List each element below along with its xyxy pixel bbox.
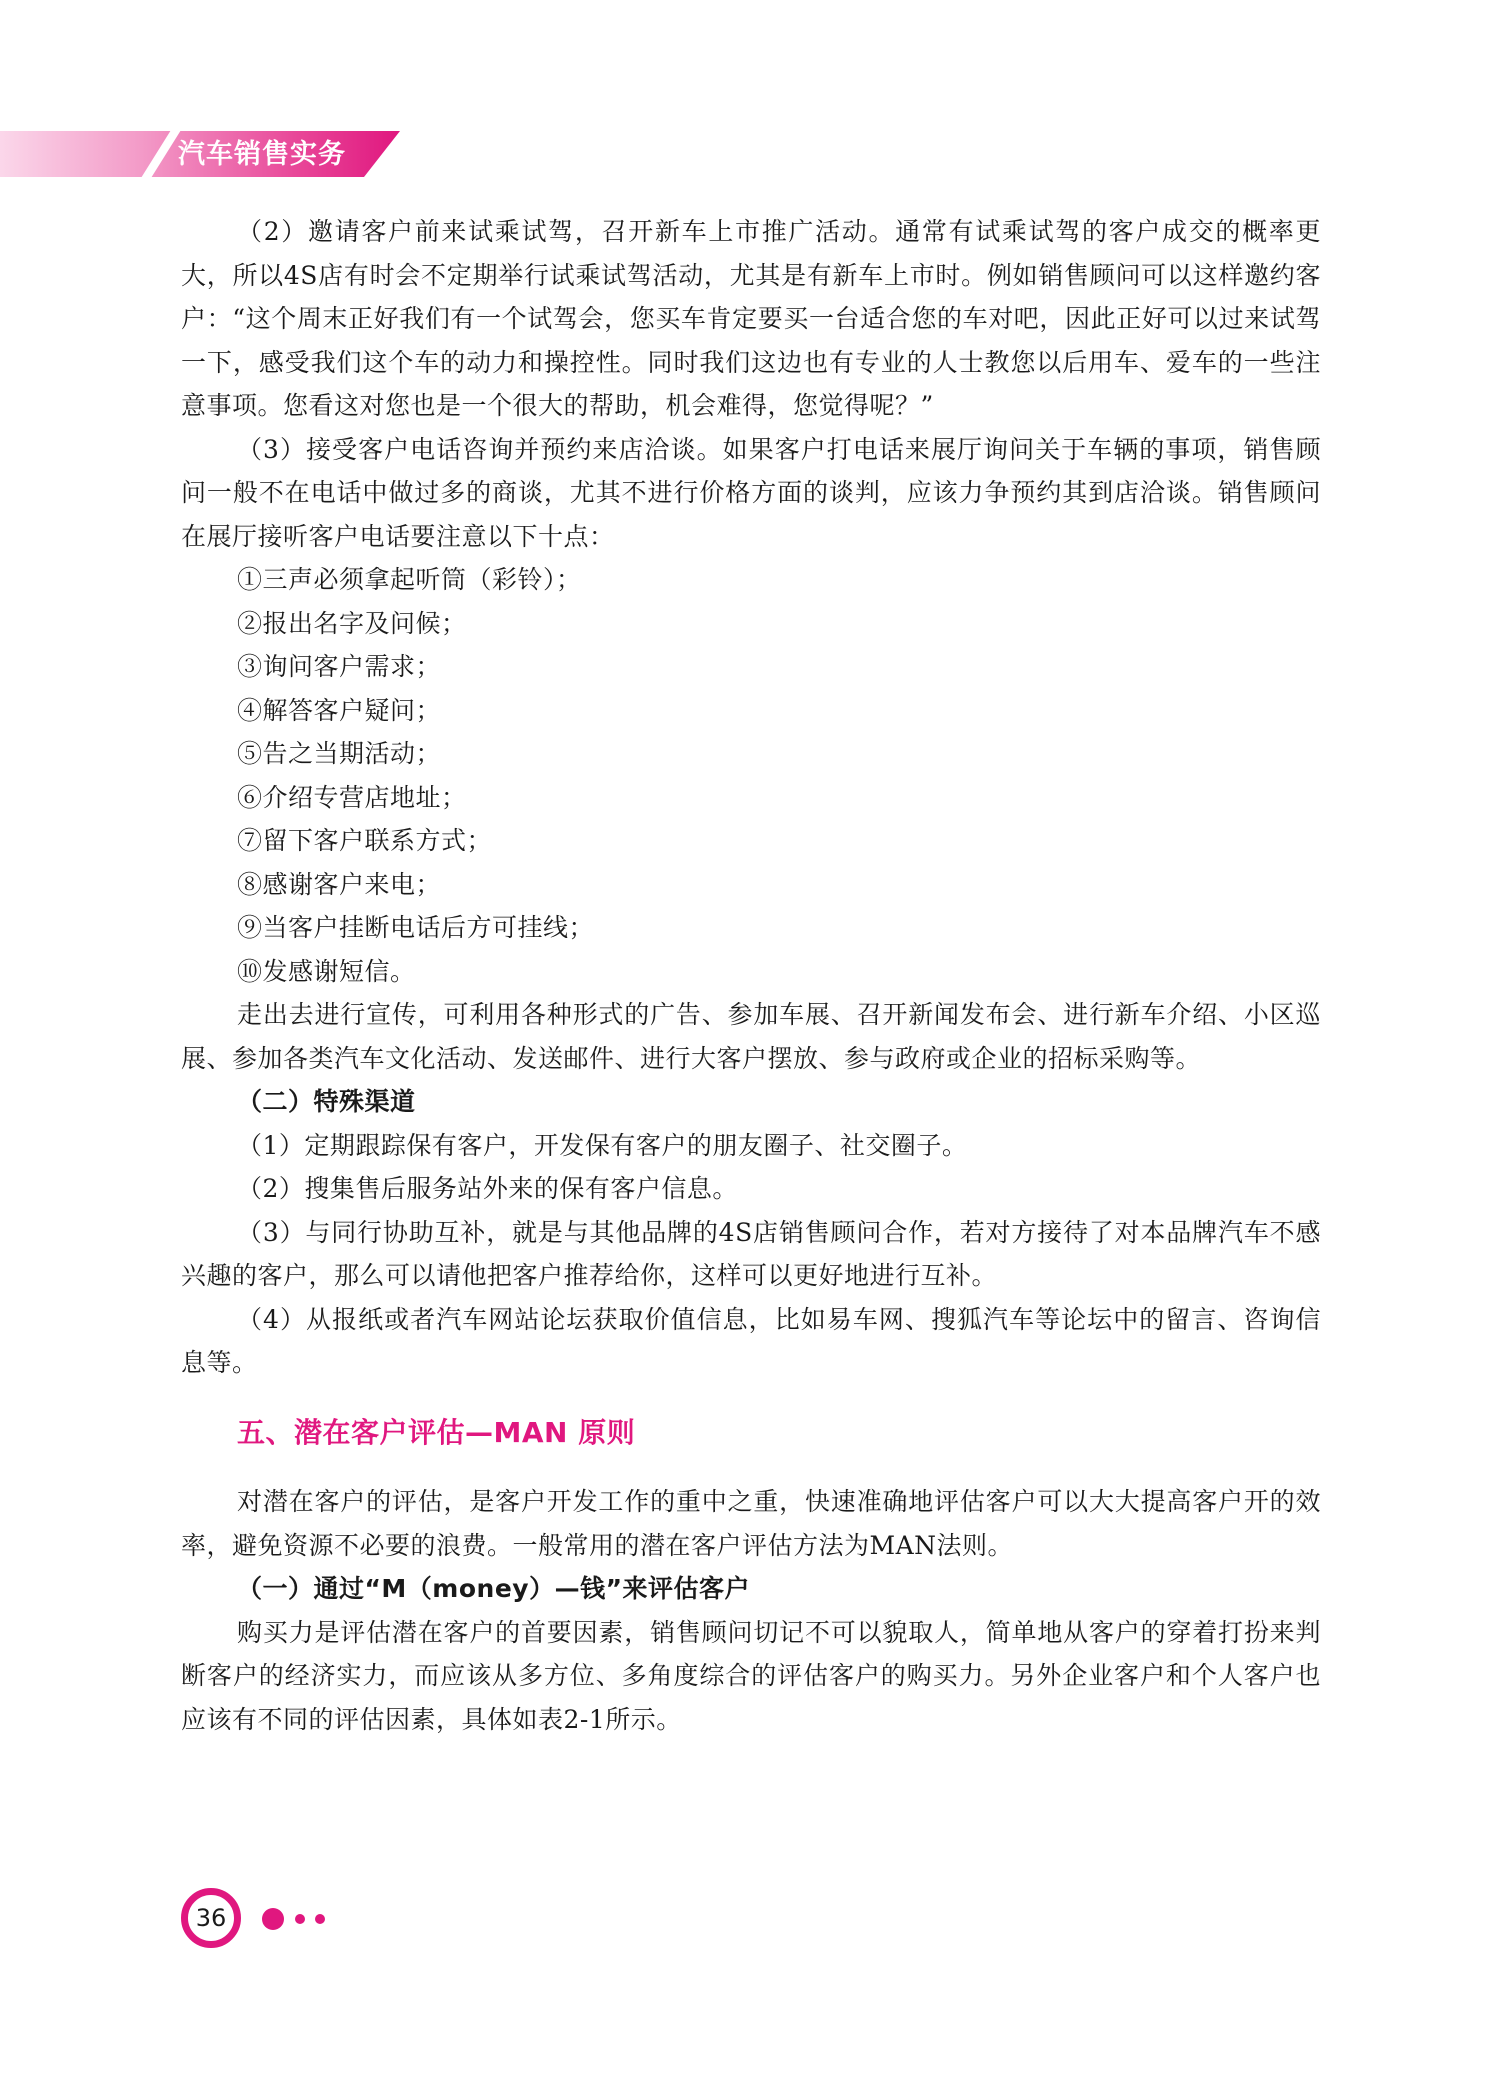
special-channel-item: （3）与同行协助互补，就是与其他品牌的4S店销售顾问合作，若对方接待了对本品牌汽车不感兴趣的客户，那么可以请他把客户推荐给你，这样可以更好地进行互补。 [181, 1217, 1321, 1290]
decor-dot-large [262, 1908, 284, 1930]
phone-tip-item: ⑤告之当期活动； [237, 739, 442, 768]
phone-tip-item: ⑥介绍专营店地址； [237, 782, 467, 812]
paragraph-man-intro: 对潜在客户的评估，是客户开发工作的重中之重，快速准确地评估客户可以大大提高客户开的效率，避免资源不必要的浪费。一般常用的潜在客户评估方法为MAN法则。 [181, 1487, 1321, 1560]
special-channel-item: （2）搜集售后服务站外来的保有客户信息。 [237, 1174, 738, 1203]
phone-tip-item: ⑩发感谢短信。 [237, 956, 416, 986]
page-number: 36 [195, 1904, 227, 1932]
heading-special-channels: （二）特殊渠道 [237, 1087, 416, 1116]
special-channel-item: （1）定期跟踪保有客户，开发保有客户的朋友圈子、社交圈子。 [237, 1130, 968, 1160]
phone-tip-item: ⑨当客户挂断电话后方可挂线； [237, 913, 595, 942]
page-content [181, 210, 1321, 1741]
phone-tip-item: ①三声必须拿起听筒（彩铃）； [237, 565, 582, 594]
phone-tip-item: ③询问客户需求； [237, 652, 442, 681]
decor-dot-small [295, 1914, 305, 1924]
paragraph-money: 购买力是评估潜在客户的首要因素，销售顾问切记不可以貌取人，简单地从客户的穿着打扮来判断客户的经济实力，而应该从多方位、多角度综合的评估客户的购买力。另外企业客户和个人客户也应该有不同的评估因素，具体如表2-1所示。 [181, 1617, 1321, 1734]
section-heading-man: 五、潜在客户评估—MAN 原则 [237, 1415, 636, 1449]
phone-tip-item: ②报出名字及问候； [237, 608, 467, 638]
special-channel-item: （4）从报纸或者汽车网站论坛获取价值信息，比如易车网、搜狐汽车等论坛中的留言、咨询信息等。 [181, 1304, 1321, 1377]
running-header-title: 汽车销售实务 [178, 139, 346, 170]
paragraph-test-drive: （2）邀请客户前来试乘试驾，召开新车上市推广活动。通常有试乘试驾的客户成交的概率更大，所以4S店有时会不定期举行试乘试驾活动，尤其是有新车上市时。例如销售顾问可以这样邀约客户：“这个周末正好我们有一个试驾会，您买车肯定要买一台适合您的车对吧，因此正好可以过来试驾一下，感受我们这个车的动力和操控性。同时我们这边也有专业的人士教您以后用车、爱车的一些注意事项。您看这对您也是一个很大的帮助，机会难得，您觉得呢？” [181, 217, 1321, 420]
phone-tip-item: ④解答客户疑问； [237, 695, 442, 725]
page-number-badge [181, 1888, 241, 1948]
phone-tip-item: ⑦留下客户联系方式； [237, 826, 493, 855]
heading-money: （一）通过“M（money）—钱”来评估客户 [237, 1574, 751, 1603]
paragraph-phone-inquiry: （3）接受客户电话咨询并预约来店洽谈。如果客户打电话来展厅询问关于车辆的事项，销售顾问一般不在电话中做过多的商谈，尤其不进行价格方面的谈判，应该力争预约其到店洽谈。销售顾问在展厅接听客户电话要注意以下十点： [181, 434, 1321, 551]
paragraph-go-out: 走出去进行宣传，可利用各种形式的广告、参加车展、召开新闻发布会、进行新车介绍、小区巡展、参加各类汽车文化活动、发送邮件、进行大客户摆放、参与政府或企业的招标采购等。 [181, 1000, 1321, 1073]
phone-tip-item: ⑧感谢客户来电； [237, 869, 442, 899]
decor-dot-small [315, 1914, 325, 1924]
